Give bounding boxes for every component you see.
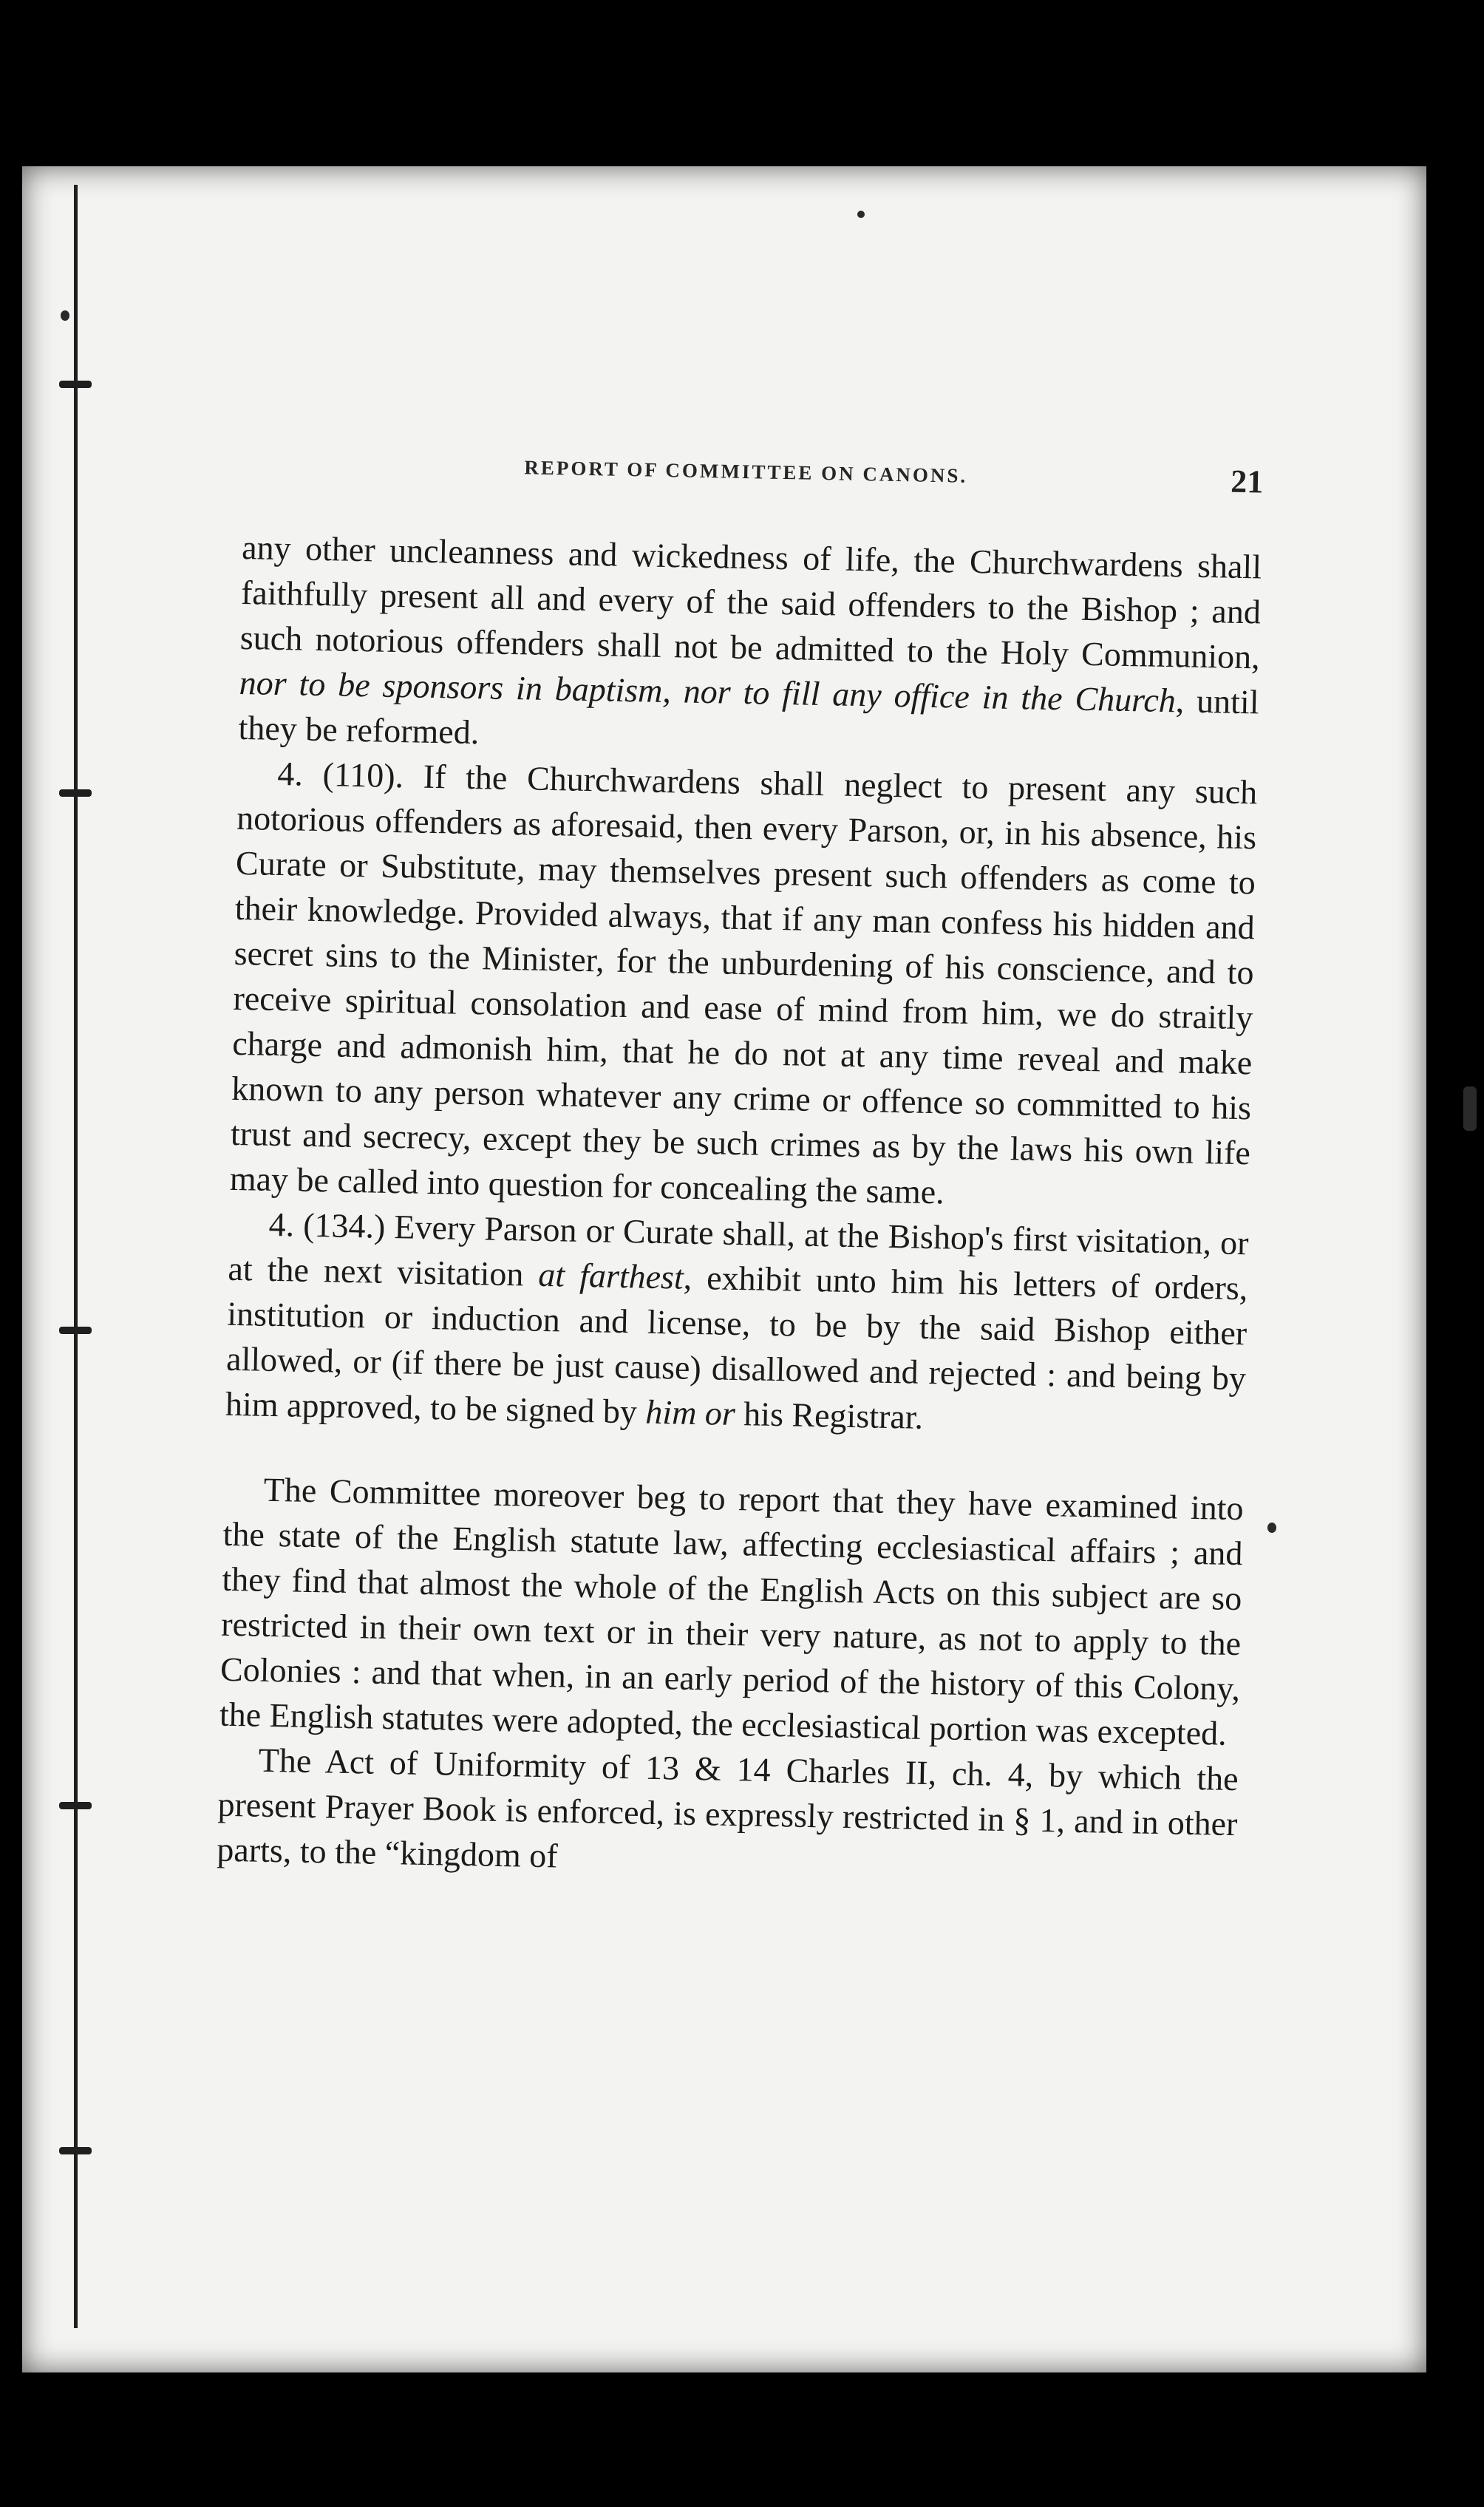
dust-speck <box>1267 1523 1276 1533</box>
stitch-mark <box>59 381 92 388</box>
text-run: , exhibit unto him his letters of orders, institution or induction and license, to be by the said Bishop either allowed, or (if there be just cause) disallowed and rejected : and being by him approved, to be signed by <box>225 1258 1248 1431</box>
italic-text-run: nor to be sponsors in baptism, nor to fill any office in the Church <box>239 663 1177 720</box>
stitch-mark <box>59 789 92 797</box>
paragraph-committee-report <box>219 1466 1244 1756</box>
page-number: 21 <box>1230 463 1264 500</box>
dust-speck <box>857 211 865 218</box>
paragraph-canon-134 <box>225 1201 1249 1446</box>
paragraph-canon-110 <box>229 750 1257 1220</box>
text-run: , until they be reformed. <box>238 681 1260 752</box>
text-run: The Act of Uniformity of 13 & 14 Charles II, ch. 4, by which the present Prayer Book is enforced, is expressly restricted in § 1, and in other parts, to the “kingdom of <box>216 1741 1239 1875</box>
paragraph-continuation <box>238 525 1262 769</box>
text-run: his Registrar. <box>735 1395 924 1436</box>
text-run: 4. (134.) Every Parson or Curate shall, at the Bishop's first visitation, or at the next visitation <box>228 1205 1249 1293</box>
page-content <box>217 443 1264 1891</box>
dust-speck <box>61 310 69 321</box>
stitch-mark <box>59 1802 92 1809</box>
italic-text-run: at farthest <box>537 1255 684 1296</box>
stitch-mark <box>59 1327 92 1334</box>
text-run: The Committee moreover beg to report that they have examined into the state of the English statute law, affecting ecclesiastical affairs ; and they find that almost the whole of the English Acts on this subject are so restricted in their own text or in their very nature, as not to apply to the Colonies : and that when, in an early period of the history of this Colony, the English statutes were adopted, the ecclesiastical portion was excepted. <box>219 1470 1245 1752</box>
stitch-mark <box>59 2147 92 2154</box>
dust-speck <box>1463 1086 1477 1131</box>
text-run: 4. (110). If the Churchwardens shall neglect to present any such notorious offenders as aforesaid, then every Parson, or, in his absence, his Curate or Substitute, may themselves present such offenders as come to their knowledge. Provided always, that if any man confess his hidden and secret sins to the Minister, for the unburdening of his conscience, and to receive spiritual consolation and ease of mind from him, we do straitly charge and admonish him, that he do not at any time reveal and make known to any person whatever any crime or offence so committed to his trust and secrecy, except they be such crimes as by the laws his own life may be called into question for concealing the same. <box>229 754 1258 1211</box>
italic-text-run: him or <box>644 1392 736 1433</box>
paragraph-act-of-uniformity <box>217 1737 1239 1891</box>
text-run: any other uncleanness and wickedness of life, the Churchwardens shall faithfully present all and every of the said offenders to the Bishop ; and such notorious offenders shall not be admitted to the Holy Communion, <box>239 528 1262 676</box>
binding-line <box>74 185 78 2328</box>
running-title: REPORT OF COMMITTEE ON CANONS. <box>524 456 968 487</box>
